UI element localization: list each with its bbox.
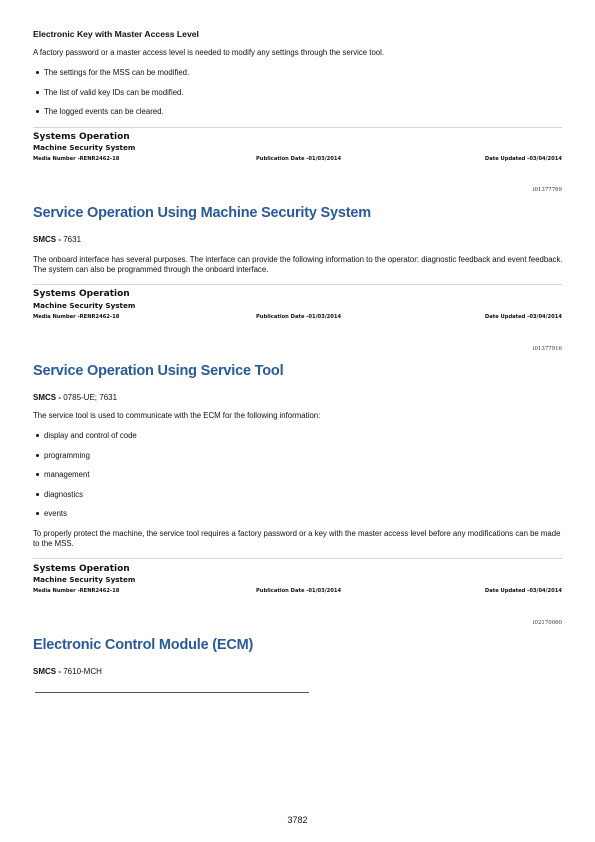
meta-subtitle: Machine Security System [33, 575, 136, 584]
section-paragraph: The onboard interface has several purposes. The interface can provide the following information to the operator: diagnostic feedback and event feedback. The system can also be programmed through the onboard interface. [33, 255, 563, 274]
meta-subtitle: Machine Security System [33, 143, 136, 152]
smcs-label: SMCS - [33, 667, 61, 676]
list-item: The list of valid key IDs can be modified. [44, 87, 184, 97]
section-paragraph: To properly protect the machine, the service tool requires a factory password or a key with the master access level before any modifications can be made to the MSS. [33, 529, 561, 548]
divider [33, 127, 562, 128]
date-updated: Date Updated -03/04/2014 [484, 588, 562, 594]
meta-title: Systems Operation [33, 289, 130, 299]
list-item: diagnostics [44, 489, 84, 499]
publication-date: Publication Date -01/03/2014 [256, 156, 342, 162]
smcs-value: 7610-MCH [61, 667, 102, 676]
divider [33, 558, 562, 559]
document-id: i02170060 [532, 620, 562, 626]
section-title: Service Operation Using Machine Security System [33, 205, 371, 221]
smcs-value: 7631 [61, 235, 82, 244]
meta-title: Systems Operation [33, 132, 130, 142]
subsection-heading: Electronic Key with Master Access Level [33, 29, 199, 39]
smcs-code [33, 667, 102, 676]
section-paragraph: The service tool is used to communicate with the ECM for the following information: [33, 411, 321, 420]
page-number: 3782 [287, 815, 308, 825]
list-item: display and control of code [44, 431, 137, 440]
divider [35, 692, 309, 693]
smcs-label: SMCS - [33, 235, 61, 244]
media-number: Media Number -RENR2462-18 [33, 156, 120, 162]
divider [33, 284, 562, 285]
document-id: i01377916 [532, 346, 562, 352]
section-title: Service Operation Using Service Tool [33, 363, 284, 379]
smcs-value: 0785-UE; 7631 [61, 393, 118, 402]
date-updated: Date Updated -03/04/2014 [484, 314, 562, 320]
meta-title: Systems Operation [33, 564, 130, 574]
list-item: events [44, 509, 67, 518]
smcs-code [33, 235, 81, 244]
intro-paragraph: A factory password or a master access level is needed to modify any settings through the service tool. [33, 48, 385, 57]
publication-date: Publication Date -01/03/2014 [256, 314, 342, 320]
list-item: The settings for the MSS can be modified. [44, 68, 190, 77]
publication-date: Publication Date -01/03/2014 [256, 588, 342, 594]
list-item: programming [44, 450, 90, 460]
section-title: Electronic Control Module (ECM) [33, 637, 254, 653]
smcs-code [33, 393, 117, 402]
date-updated: Date Updated -03/04/2014 [484, 156, 562, 162]
smcs-label: SMCS - [33, 393, 61, 402]
list-item: The logged events can be cleared. [44, 107, 164, 116]
media-number: Media Number -RENR2462-18 [33, 314, 120, 320]
document-id: i01377769 [532, 187, 562, 193]
list-item: management [44, 470, 90, 479]
meta-subtitle: Machine Security System [33, 301, 136, 310]
media-number: Media Number -RENR2462-18 [33, 588, 120, 594]
